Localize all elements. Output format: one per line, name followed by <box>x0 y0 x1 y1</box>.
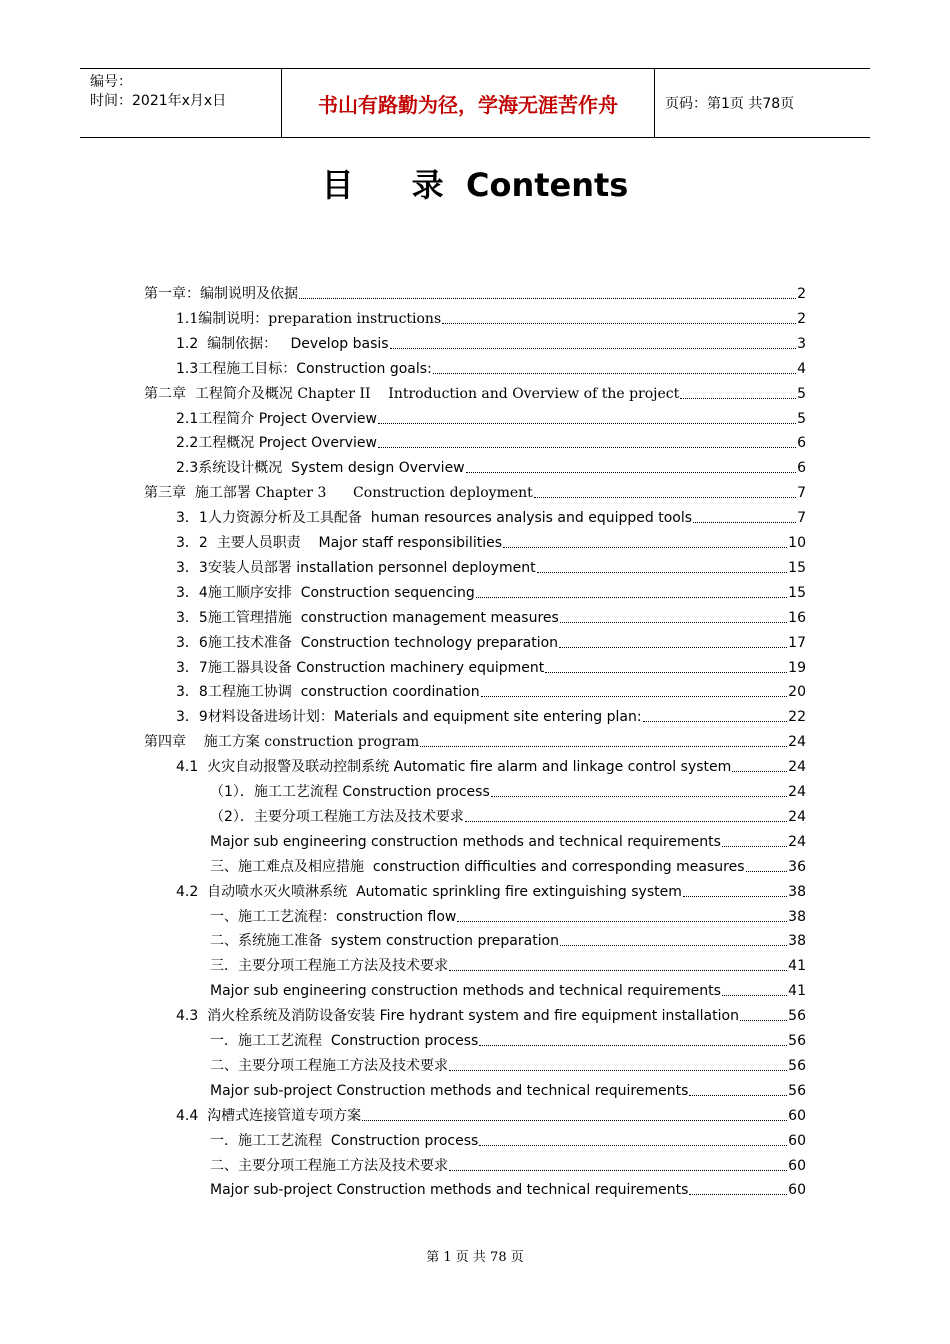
toc-leader-dots <box>683 896 787 897</box>
toc-entry[interactable] <box>144 384 806 404</box>
toc-leader-dots <box>481 696 788 697</box>
toc-entry[interactable] <box>210 857 806 877</box>
toc-entry-page: 16 <box>788 609 806 626</box>
title-en: Contents <box>465 166 629 204</box>
toc-leader-dots <box>378 423 796 424</box>
toc-entry[interactable] <box>210 782 806 802</box>
toc-leader-dots <box>722 995 787 996</box>
toc-entry-page: 56 <box>788 1057 806 1074</box>
toc-entry-page: 5 <box>797 410 806 427</box>
toc-entry-page: 4 <box>797 360 806 377</box>
toc-entry[interactable] <box>176 608 806 628</box>
toc-entry[interactable] <box>210 807 806 827</box>
toc-leader-dots <box>545 672 787 673</box>
toc-entry-title: 3．1人力资源分析及工具配备 human resources analysis and equipped tools <box>176 510 693 527</box>
toc-leader-dots <box>503 547 787 548</box>
toc-leader-dots <box>449 1170 787 1171</box>
toc-entry-page: 3 <box>797 335 806 352</box>
toc-entry[interactable] <box>176 458 806 478</box>
toc-leader-dots <box>689 1095 787 1096</box>
toc-entry-title: Major sub engineering construction methods and technical requirements <box>210 833 721 850</box>
toc-entry-title: 二、主要分项工程施工方法及技术要求 <box>210 1057 448 1074</box>
toc-entry-page: 2 <box>797 310 806 327</box>
toc-entry-title: 1.3工程施工目标：Construction goals: <box>176 360 432 377</box>
header-page-info: 页码：第1页 共78页 <box>665 96 795 112</box>
toc-leader-dots <box>560 945 787 946</box>
toc-entry-title: Major sub engineering construction methods and technical requirements <box>210 983 721 1000</box>
toc-entry-page: 38 <box>788 908 806 925</box>
toc-entry[interactable] <box>210 1131 806 1151</box>
toc-entry-title: （2）．主要分项工程施工方法及技术要求 <box>210 808 464 825</box>
toc-leader-dots <box>560 622 787 623</box>
toc-entry[interactable] <box>176 359 806 379</box>
toc-leader-dots <box>689 1194 787 1195</box>
toc-entry-title: 三．主要分项工程施工方法及技术要求 <box>210 958 448 975</box>
toc-entry-title: 一．施工工艺流程 Construction process <box>210 1132 479 1149</box>
toc-entry-title: 3．6施工技术准备 Construction technology preparation <box>176 634 559 651</box>
toc-entry-page: 38 <box>788 933 806 950</box>
toc-entry[interactable] <box>210 931 806 951</box>
toc-entry-page: 56 <box>788 1033 806 1049</box>
toc-leader-dots <box>362 1120 787 1121</box>
toc-leader-dots <box>479 1145 787 1146</box>
toc-entry[interactable] <box>176 707 806 727</box>
toc-entry-page: 24 <box>788 784 806 800</box>
toc-leader-dots <box>433 373 796 374</box>
toc-entry-title: 1.1编制说明：preparation instructions <box>176 310 442 327</box>
toc-entry-page: 6 <box>797 460 806 477</box>
toc-entry-page: 60 <box>788 1132 806 1149</box>
toc-entry[interactable] <box>210 907 806 927</box>
toc-entry[interactable] <box>176 633 806 653</box>
toc-entry[interactable] <box>210 1031 806 1051</box>
toc-entry-title: 一．施工工艺流程 Construction process <box>210 1033 479 1049</box>
toc-entry[interactable] <box>144 284 806 304</box>
toc-entry[interactable] <box>176 508 806 528</box>
toc-entry[interactable] <box>210 1156 806 1176</box>
toc-entry[interactable] <box>176 1006 806 1026</box>
toc-leader-dots <box>449 970 787 971</box>
toc-entry-page: 24 <box>788 833 806 850</box>
toc-entry[interactable] <box>176 658 806 678</box>
toc-entry[interactable] <box>210 832 806 852</box>
toc-leader-dots <box>740 1020 787 1021</box>
header-motto: 书山有路勤为径，学海无涯苦作舟 <box>282 69 655 137</box>
toc-leader-dots <box>390 348 797 349</box>
toc-entry-title: 第三章 施工部署 Chapter 3 Construction deployment <box>144 485 533 502</box>
toc-entry[interactable] <box>210 1056 806 1076</box>
toc-leader-dots <box>643 721 788 722</box>
toc-entry[interactable] <box>176 682 806 702</box>
toc-leader-dots <box>722 846 787 847</box>
document-header <box>80 68 870 138</box>
code-label: 编号： <box>90 74 132 90</box>
toc-entry-page: 19 <box>788 659 806 676</box>
toc-entry-title: 3．8工程施工协调 construction coordination <box>176 684 480 701</box>
toc-entry-title: Major sub-project Construction methods and technical requirements <box>210 1182 689 1199</box>
page-title <box>0 160 950 206</box>
toc-leader-dots <box>457 921 787 922</box>
toc-entry-title: 2.2工程概况 Project Overview <box>176 435 377 452</box>
toc-entry[interactable] <box>210 956 806 976</box>
toc-entry-page: 56 <box>788 1082 806 1099</box>
toc-entry-title: 3．2 主要人员职责 Major staff responsibilities <box>176 535 502 551</box>
toc-entry-page: 7 <box>797 485 806 502</box>
time-label: 时间：2021年x月x日 <box>90 93 227 109</box>
toc-leader-dots <box>465 821 787 822</box>
header-left-cell <box>80 69 282 137</box>
toc-leader-dots <box>491 796 787 797</box>
toc-entry-page: 7 <box>797 510 806 527</box>
toc-entry[interactable] <box>176 533 806 553</box>
toc-entry-page: 10 <box>788 535 806 551</box>
toc-entry[interactable] <box>144 483 806 503</box>
toc-entry[interactable] <box>176 583 806 603</box>
toc-entry[interactable] <box>176 309 806 329</box>
toc-entry[interactable] <box>176 757 806 777</box>
toc-entry-title: 二、系统施工准备 system construction preparation <box>210 933 560 950</box>
toc-entry-title: 3．9材料设备进场计划：Materials and equipment site entering plan: <box>176 709 642 726</box>
toc-leader-dots <box>534 497 796 498</box>
toc-entry-title: 1.2 编制依据： Develop basis <box>176 335 389 352</box>
toc-entry-page: 2 <box>797 286 806 302</box>
toc-entry-page: 5 <box>797 385 806 402</box>
toc-entry-title: 二、主要分项工程施工方法及技术要求 <box>210 1157 448 1174</box>
toc-leader-dots <box>537 572 788 573</box>
toc-entry[interactable] <box>176 334 806 354</box>
toc-entry-title: 一、施工工艺流程：construction flow <box>210 908 457 925</box>
toc-entry-page: 41 <box>788 958 806 975</box>
title-cn-2: 录 <box>411 166 444 204</box>
toc-entry-title: 2.3系统设计概况 System design Overview <box>176 460 465 477</box>
toc-entry-page: 17 <box>788 634 806 651</box>
toc-entry-title: 4.3 消火栓系统及消防设备安装 Fire hydrant system and fire equipment installation <box>176 1008 739 1025</box>
toc-entry-page: 56 <box>788 1008 806 1025</box>
toc-entry[interactable] <box>176 433 806 453</box>
toc-entry[interactable] <box>210 1081 806 1101</box>
toc-entry-page: 24 <box>788 734 806 751</box>
toc-entry-page: 60 <box>788 1107 806 1124</box>
toc-entry-page: 22 <box>788 709 806 726</box>
toc-entry-title: 三、施工难点及相应措施 construction difficulties and corresponding measures <box>210 858 745 875</box>
toc-entry[interactable] <box>176 409 806 429</box>
toc-leader-dots <box>299 298 796 299</box>
toc-entry-page: 6 <box>797 435 806 452</box>
toc-entry[interactable] <box>144 732 806 752</box>
toc-leader-dots <box>476 597 787 598</box>
toc-entry-page: 20 <box>788 684 806 701</box>
toc-leader-dots <box>479 1045 787 1046</box>
toc-entry[interactable] <box>210 981 806 1001</box>
toc-entry-page: 15 <box>788 559 806 576</box>
toc-leader-dots <box>693 522 796 523</box>
page-footer: 第 1 页 共 78 页 <box>426 1250 524 1265</box>
toc-entry[interactable] <box>176 882 806 902</box>
toc-entry-title: 3．7施工器具设备 Construction machinery equipment <box>176 659 545 676</box>
toc-entry-title: 2.1工程简介 Project Overview <box>176 410 377 427</box>
toc-entry-page: 60 <box>788 1182 806 1199</box>
toc-entry-page: 15 <box>788 584 806 601</box>
toc-entry[interactable] <box>176 558 806 578</box>
toc-entry[interactable] <box>176 1106 806 1126</box>
toc-leader-dots <box>449 1070 787 1071</box>
toc-entry-page: 60 <box>788 1157 806 1174</box>
toc-leader-dots <box>378 447 796 448</box>
toc-entry-title: 4.4 沟槽式连接管道专项方案 <box>176 1107 362 1124</box>
toc-entry-title: 3．5施工管理措施 construction management measures <box>176 609 559 626</box>
toc-leader-dots <box>732 771 787 772</box>
toc-entry-title: 4.1 火灾自动报警及联动控制系统 Automatic fire alarm and linkage control system <box>176 759 732 776</box>
toc-leader-dots <box>442 323 796 324</box>
toc-entry-page: 24 <box>788 759 806 776</box>
title-cn-1: 目 <box>321 166 354 204</box>
toc-entry-page: 24 <box>788 808 806 825</box>
toc-leader-dots <box>746 871 788 872</box>
toc-entry-title: 第一章：编制说明及依据 <box>144 286 298 302</box>
toc-leader-dots <box>559 647 787 648</box>
toc-leader-dots <box>680 398 796 399</box>
toc-entry-title: 3．4施工顺序安排 Construction sequencing <box>176 584 475 601</box>
toc-leader-dots <box>466 472 796 473</box>
toc-entry-title: 第四章 施工方案 construction program <box>144 734 420 751</box>
toc-entry-title: 第二章 工程简介及概况 Chapter II Introduction and Overview of the project <box>144 385 680 402</box>
toc-entry-title: （1）．施工工艺流程 Construction process <box>210 784 490 800</box>
toc-entry-page: 41 <box>788 983 806 1000</box>
toc-entry[interactable] <box>210 1180 806 1200</box>
toc-entry-page: 38 <box>788 883 806 900</box>
toc-entry-title: Major sub-project Construction methods and technical requirements <box>210 1082 689 1099</box>
toc-entry-page: 36 <box>788 858 806 875</box>
toc-entry-title: 3．3安装人员部署 installation personnel deployment <box>176 559 536 576</box>
toc-entry-title: 4.2 自动喷水灭火喷淋系统 Automatic sprinkling fire extinguishing system <box>176 883 682 900</box>
toc-leader-dots <box>420 746 787 747</box>
